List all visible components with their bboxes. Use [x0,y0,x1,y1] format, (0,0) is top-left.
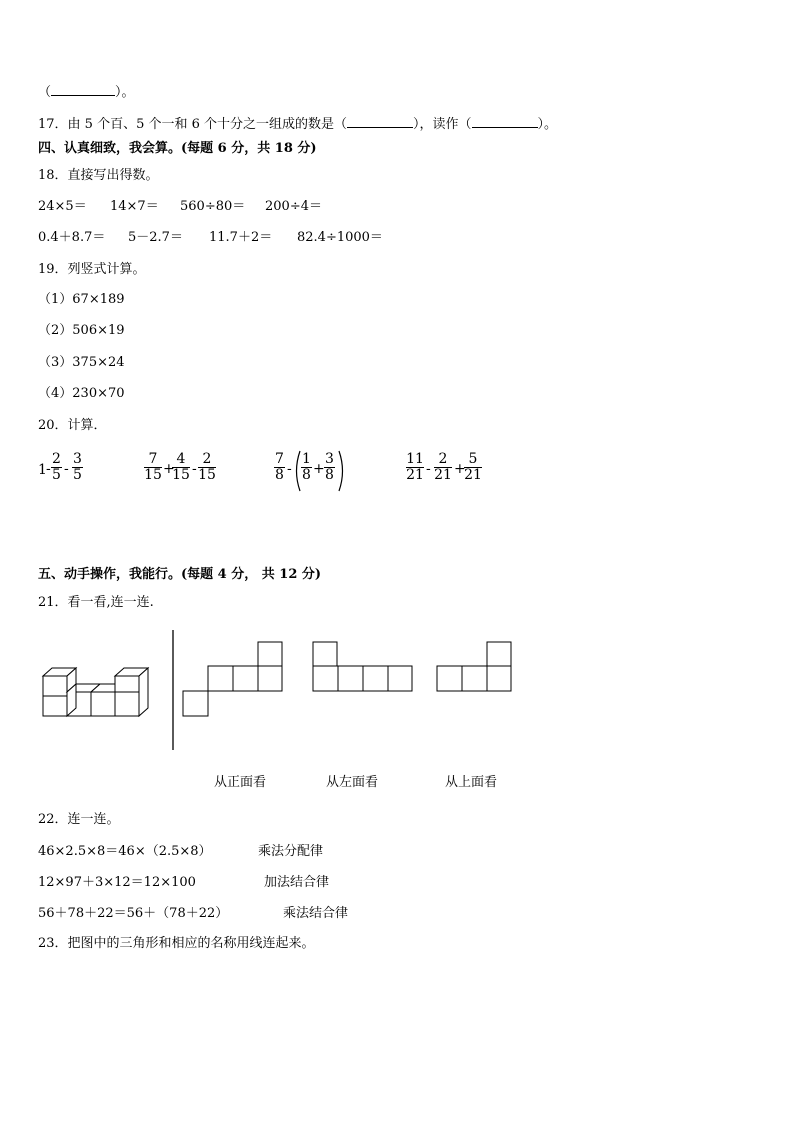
fraction: 2 15 [198,451,216,483]
section-4-heading: 四、认真细致，我会算。(每题 6 分，共 18 分) [38,141,317,156]
answer-blank-reading[interactable] [472,115,538,128]
minus-sign: - [46,461,51,477]
calc-item: 24×5＝ [38,199,87,214]
equation-item[interactable]: 56＋78＋22＝56＋（78＋22） [38,906,229,921]
answer-blank-number[interactable] [347,115,413,128]
view-label-front[interactable]: 从正面看 [214,775,267,790]
calc-item: 200÷4＝ [265,199,322,214]
law-name-item[interactable]: 加法结合律 [264,875,330,890]
equation-item[interactable]: 46×2.5×8＝46×（2.5×8） [38,844,212,859]
calc-item: 0.4＋8.7＝ [38,230,106,245]
minus-sign: - [64,461,69,477]
q16-answer-line: （ ）。 [38,85,135,100]
number: 1 [38,462,47,478]
view-label-left[interactable]: 从左面看 [326,775,379,790]
right-paren [337,450,347,492]
plus-sign: + [163,461,175,477]
view-grid-1 [182,640,284,720]
fraction: 11 21 [406,451,424,483]
view-grid-2 [312,640,416,696]
calc-item: 82.4÷1000＝ [297,230,383,245]
minus-sign: - [426,461,431,477]
fraction: 7 15 [144,451,162,483]
equation-item[interactable]: 12×97＋3×12＝12×100 [38,875,196,890]
fraction: 3 5 [73,451,82,483]
question-17: 17．由 5 个百、5 个一和 6 个十分之一组成的数是（ ），读作（ ）。 [38,117,558,132]
fraction: 7 8 [275,451,284,483]
answer-blank[interactable] [51,83,115,96]
vertical-calc-item: （1）67×189 [38,292,125,307]
law-name-item[interactable]: 乘法结合律 [283,906,349,921]
vertical-calc-item: （4）230×70 [38,386,125,401]
question-21-title: 21．看一看,连一连. [38,595,154,610]
divider-line [172,630,174,750]
minus-sign: - [192,461,197,477]
minus-sign: - [287,461,292,477]
calc-item: 560÷80＝ [180,199,246,214]
question-22-title: 22．连一连。 [38,812,120,827]
vertical-calc-item: （3）375×24 [38,355,125,370]
vertical-calc-item: （2）506×19 [38,323,125,338]
cube-solid-figure [40,662,155,722]
view-grid-3 [436,640,516,696]
fraction: 3 8 [325,451,334,483]
fraction: 5 21 [464,451,482,483]
question-20-title: 20．计算． [38,418,107,433]
plus-sign: + [454,461,466,477]
question-18-title: 18．直接写出得数。 [38,168,159,183]
view-label-top[interactable]: 从上面看 [445,775,498,790]
plus-sign: + [313,461,325,477]
fraction: 4 15 [172,451,190,483]
question-19-title: 19．列竖式计算。 [38,262,146,277]
question-23-title: 23．把图中的三角形和相应的名称用线连起来。 [38,936,315,951]
law-name-item[interactable]: 乘法分配律 [258,844,324,859]
fraction: 2 21 [434,451,452,483]
calc-item: 5－2.7＝ [128,230,183,245]
calc-item: 14×7＝ [110,199,159,214]
fraction: 2 5 [52,451,61,483]
section-5-heading: 五、动手操作，我能行。(每题 4 分， 共 12 分) [38,567,322,582]
calc-item: 11.7＋2＝ [209,230,273,245]
fraction: 1 8 [302,451,311,483]
